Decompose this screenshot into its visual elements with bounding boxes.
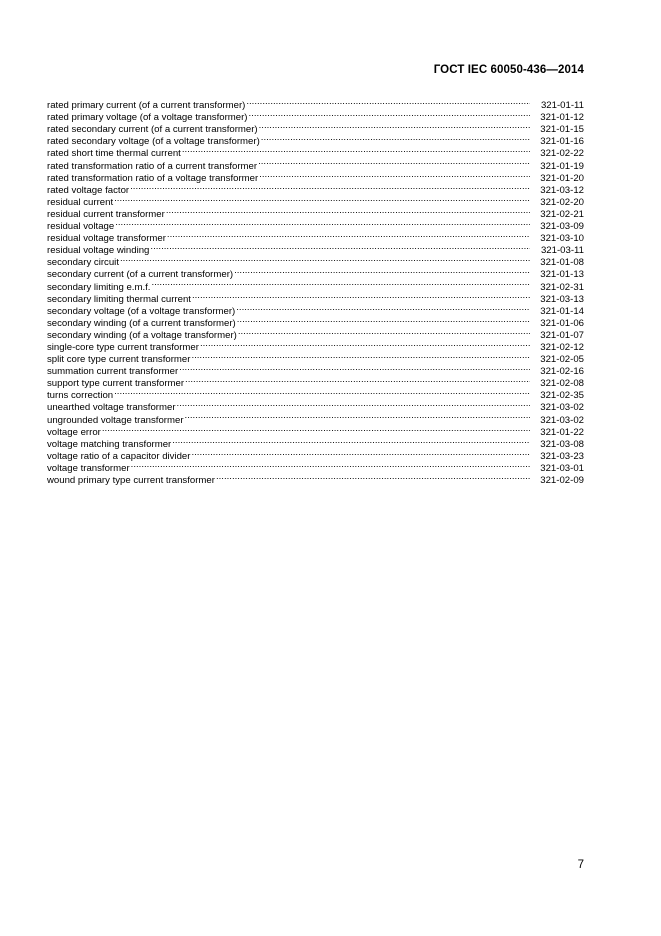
entry-reference: 321-02-21 bbox=[540, 208, 584, 220]
dot-leader bbox=[249, 108, 531, 120]
dot-leader bbox=[151, 277, 530, 289]
dot-leader bbox=[172, 435, 530, 447]
entry-term: residual voltage bbox=[47, 221, 115, 233]
entry-reference: 321-01-07 bbox=[540, 329, 584, 341]
page-number: 7 bbox=[577, 859, 584, 871]
entry-term: secondary circuit bbox=[47, 257, 119, 269]
entry-term: wound primary type current transformer bbox=[47, 475, 215, 486]
dot-leader bbox=[258, 156, 530, 168]
entry-term: residual voltage transformer bbox=[47, 233, 166, 245]
entry-term: rated primary current (of a current transformer) bbox=[47, 100, 246, 112]
entry-reference: 321-03-02 bbox=[540, 414, 584, 426]
entry-reference: 321-01-15 bbox=[540, 124, 584, 136]
dot-leader bbox=[191, 447, 530, 459]
dot-leader bbox=[200, 338, 530, 350]
entry-reference: 321-02-16 bbox=[540, 366, 584, 378]
entry-term: turns correction bbox=[47, 390, 114, 402]
index-entry bbox=[47, 386, 584, 402]
dot-leader bbox=[130, 181, 530, 193]
index-entry bbox=[47, 435, 584, 450]
entry-term: voltage matching transformer bbox=[47, 438, 172, 450]
entry-term: rated primary voltage (of a voltage transformer) bbox=[47, 112, 248, 124]
dot-leader bbox=[131, 459, 530, 471]
entry-reference: 321-01-22 bbox=[540, 426, 584, 438]
entry-term: secondary limiting thermal current bbox=[47, 293, 191, 305]
entry-reference: 321-02-09 bbox=[540, 475, 584, 486]
index-entry bbox=[47, 217, 584, 233]
entry-term: rated secondary current (of a current transformer) bbox=[47, 124, 258, 136]
dot-leader bbox=[238, 326, 530, 338]
entry-reference: 321-03-08 bbox=[540, 438, 584, 450]
dot-leader bbox=[115, 217, 530, 229]
entry-reference: 321-03-23 bbox=[540, 450, 584, 462]
dot-leader bbox=[179, 362, 530, 374]
index-entry bbox=[47, 96, 584, 112]
dot-leader bbox=[192, 290, 530, 302]
dot-leader bbox=[191, 350, 530, 362]
dot-leader bbox=[237, 314, 530, 326]
entry-term: rated secondary voltage (of a voltage transformer) bbox=[47, 136, 260, 148]
entry-reference: 321-01-08 bbox=[540, 257, 584, 269]
entry-reference: 321-03-09 bbox=[540, 221, 584, 233]
index-entry bbox=[47, 253, 584, 269]
entry-reference: 321-01-13 bbox=[540, 269, 584, 281]
entry-term: voltage ratio of a capacitor divider bbox=[47, 450, 191, 462]
entry-reference: 321-01-14 bbox=[540, 305, 584, 317]
entry-term: rated transformation ratio of a current transformer bbox=[47, 160, 258, 172]
index-entry bbox=[47, 265, 584, 281]
entry-term: summation current transformer bbox=[47, 366, 179, 378]
dot-leader bbox=[114, 386, 530, 398]
entry-reference: 321-03-11 bbox=[540, 245, 584, 257]
entry-term: secondary limiting e.m.f. bbox=[47, 281, 151, 293]
dot-leader bbox=[150, 241, 530, 253]
entry-reference: 321-01-11 bbox=[540, 100, 584, 112]
index-entry bbox=[47, 229, 584, 245]
entry-term: secondary current (of a current transformer) bbox=[47, 269, 234, 281]
dot-leader bbox=[114, 193, 530, 205]
entry-term: rated voltage factor bbox=[47, 184, 130, 196]
entry-reference: 321-01-20 bbox=[540, 172, 584, 184]
entry-reference: 321-03-12 bbox=[540, 184, 584, 196]
term-index-list bbox=[47, 96, 584, 486]
entry-reference: 321-02-31 bbox=[540, 281, 584, 293]
entry-term: single-core type current transformer bbox=[47, 341, 199, 353]
entry-reference: 321-02-05 bbox=[540, 354, 584, 366]
entry-term: rated transformation ratio of a voltage transformer bbox=[47, 172, 259, 184]
dot-leader bbox=[234, 265, 530, 277]
entry-reference: 321-01-06 bbox=[540, 317, 584, 329]
entry-term: residual voltage winding bbox=[47, 245, 150, 257]
entry-reference: 321-02-08 bbox=[540, 378, 584, 390]
dot-leader bbox=[120, 253, 530, 265]
dot-leader bbox=[167, 229, 530, 241]
index-entry bbox=[47, 193, 584, 208]
dot-leader bbox=[216, 471, 530, 483]
index-entry bbox=[47, 423, 584, 438]
dot-leader bbox=[177, 398, 530, 410]
entry-term: residual current bbox=[47, 196, 114, 208]
entry-reference: 321-02-12 bbox=[540, 341, 584, 353]
entry-term: residual current transformer bbox=[47, 208, 165, 220]
dot-leader bbox=[261, 132, 530, 144]
dot-leader bbox=[259, 169, 530, 181]
entry-reference: 321-03-10 bbox=[540, 233, 584, 245]
document-header: ГОСТ IEC 60050-436—2014 bbox=[433, 64, 584, 76]
dot-leader bbox=[102, 423, 530, 435]
entry-term: rated short time thermal current bbox=[47, 148, 181, 160]
index-entry bbox=[47, 398, 584, 414]
entry-reference: 321-03-02 bbox=[540, 402, 584, 414]
entry-term: support type current transformer bbox=[47, 378, 185, 390]
entry-term: secondary winding (of a current transformer) bbox=[47, 317, 236, 329]
dot-leader bbox=[182, 144, 530, 156]
entry-term: secondary voltage (of a voltage transformer) bbox=[47, 305, 236, 317]
dot-leader bbox=[236, 302, 530, 314]
entry-term: voltage transformer bbox=[47, 462, 130, 474]
entry-term: voltage error bbox=[47, 426, 101, 438]
dot-leader bbox=[166, 205, 530, 217]
entry-reference: 321-02-20 bbox=[540, 196, 584, 208]
entry-term: split core type current transformer bbox=[47, 354, 191, 366]
entry-reference: 321-01-12 bbox=[540, 112, 584, 124]
entry-reference: 321-03-01 bbox=[540, 462, 584, 474]
entry-reference: 321-01-19 bbox=[540, 160, 584, 172]
index-entry bbox=[47, 205, 584, 220]
entry-term: ungrounded voltage transformer bbox=[47, 414, 184, 426]
dot-leader bbox=[185, 410, 530, 422]
dot-leader bbox=[185, 374, 530, 386]
entry-reference: 321-02-22 bbox=[540, 148, 584, 160]
entry-reference: 321-03-13 bbox=[540, 293, 584, 305]
dot-leader bbox=[259, 120, 530, 132]
dot-leader bbox=[246, 96, 530, 108]
entry-term: unearthed voltage transformer bbox=[47, 402, 176, 414]
entry-reference: 321-02-35 bbox=[540, 390, 584, 402]
entry-term: secondary winding (of a voltage transformer) bbox=[47, 329, 237, 341]
entry-reference: 321-01-16 bbox=[540, 136, 584, 148]
